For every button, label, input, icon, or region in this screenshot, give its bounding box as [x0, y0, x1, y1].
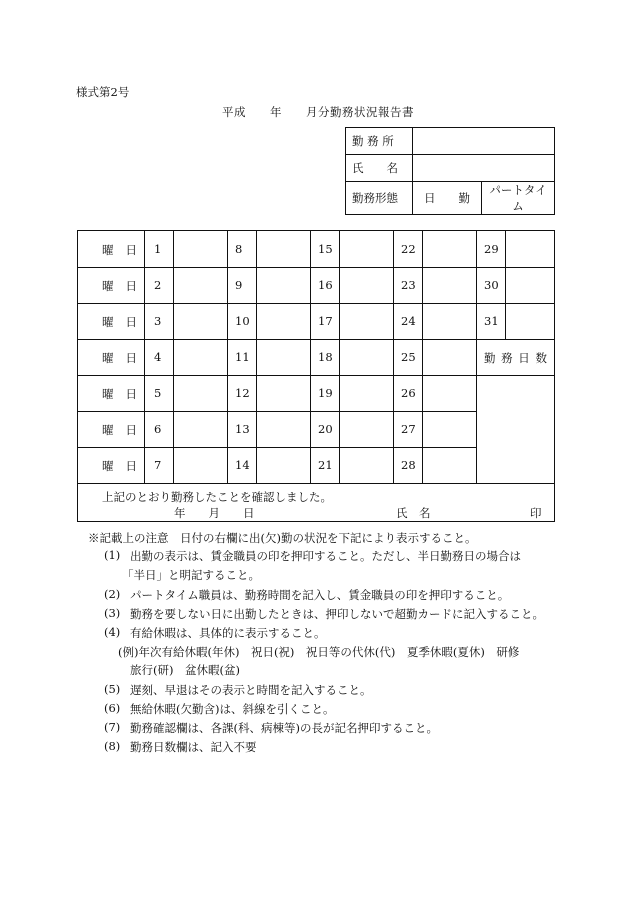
- info-table: [345, 127, 555, 215]
- note-text: 出勤の表示は、賃金職員の印を押印すること。ただし、半日勤務日の場合は: [130, 549, 521, 563]
- day-number: 11: [235, 350, 250, 364]
- day-number: 6: [154, 422, 162, 436]
- note-text: 勤務日数欄は、記入不要: [130, 740, 257, 754]
- grid-line: [393, 231, 394, 483]
- day-number: 15: [318, 242, 333, 256]
- office-label: 勤 務 所: [346, 128, 413, 155]
- certifier-name-label: 氏 名: [396, 506, 431, 520]
- name-row: [346, 155, 555, 182]
- weekday-label: 曜日: [102, 243, 149, 257]
- note-text: 有給休暇は、具体的に表示すること。: [130, 626, 326, 640]
- day-number: 16: [318, 278, 333, 292]
- day-number: 21: [318, 458, 333, 472]
- work-days-label: 勤 務 日 数: [484, 351, 548, 365]
- day-number: 27: [401, 422, 416, 436]
- work-type-row: [346, 182, 555, 215]
- day-number: 28: [401, 458, 416, 472]
- work-type-part-time[interactable]: パートタイム: [482, 182, 555, 215]
- form-number: 様式第2号: [76, 85, 130, 99]
- day-number: 5: [154, 386, 162, 400]
- grid-line: [78, 447, 476, 448]
- day-number: 2: [154, 278, 162, 292]
- name-field[interactable]: [413, 155, 555, 182]
- day-number: 23: [401, 278, 416, 292]
- day-number: 24: [401, 314, 416, 328]
- day-number: 30: [484, 278, 499, 292]
- note-text: パートタイム職員は、勤務時間を記入し、賃金職員の印を押印すること。: [130, 588, 510, 602]
- note-number: (8): [104, 739, 121, 753]
- office-field[interactable]: [413, 128, 555, 155]
- grid-line: [256, 231, 257, 483]
- grid-line: [78, 267, 554, 268]
- attendance-calendar: [77, 230, 555, 522]
- weekday-label: 曜日: [102, 315, 149, 329]
- day-number: 22: [401, 242, 416, 256]
- day-number: 8: [235, 242, 243, 256]
- day-number: 18: [318, 350, 333, 364]
- note-text: 「半日」と明記すること。: [122, 568, 260, 582]
- weekday-label: 曜日: [102, 387, 149, 401]
- document-title: 平成 年 月分勤務状況報告書: [222, 105, 414, 119]
- note-number: (2): [104, 587, 121, 601]
- seal-label: 印: [530, 506, 542, 520]
- note-text: 勤務確認欄は、各課(科、病棟等)の長が記名押印すること。: [130, 721, 438, 735]
- day-number: 14: [235, 458, 250, 472]
- day-number: 1: [154, 242, 162, 256]
- weekday-label: 曜日: [102, 423, 149, 437]
- weekday-label: 曜日: [102, 351, 149, 365]
- day-number: 9: [235, 278, 243, 292]
- note-number: (4): [104, 625, 121, 639]
- note-text: 勤務を要しない日に出勤したときは、押印しないで超勤カードに記入すること。: [130, 607, 544, 621]
- note-example: 旅行(研) 盆休暇(盆): [130, 663, 240, 677]
- grid-line: [78, 339, 554, 340]
- note-example: (例)年次有給休暇(年休) 祝日(祝) 祝日等の代休(代) 夏季休暇(夏休) 研修: [118, 645, 520, 659]
- grid-line: [339, 231, 340, 483]
- name-label: 氏 名: [346, 155, 413, 182]
- grid-line: [78, 411, 476, 412]
- note-number: (7): [104, 720, 121, 734]
- notes-heading: ※記載上の注意 日付の右欄に出(欠)勤の状況を下記により表示すること。: [88, 531, 477, 545]
- certification-date: 年 月 日: [174, 506, 255, 520]
- grid-line: [78, 303, 554, 304]
- day-number: 3: [154, 314, 162, 328]
- note-number: (3): [104, 606, 121, 620]
- day-number: 20: [318, 422, 333, 436]
- grid-line: [422, 231, 423, 483]
- grid-line: [227, 231, 228, 483]
- note-number: (1): [104, 548, 121, 562]
- note-number: (6): [104, 701, 121, 715]
- grid-line: [173, 231, 174, 483]
- certification-text: 上記のとおり勤務したことを確認しました。: [102, 490, 332, 504]
- day-number: 10: [235, 314, 250, 328]
- grid-line: [505, 231, 506, 339]
- day-number: 13: [235, 422, 250, 436]
- weekday-label: 曜日: [102, 459, 149, 473]
- day-number: 26: [401, 386, 416, 400]
- work-days-field[interactable]: [477, 376, 554, 483]
- grid-line: [310, 231, 311, 483]
- note-text: 無給休暇(欠勤含)は、斜線を引くこと。: [130, 702, 335, 716]
- day-number: 12: [235, 386, 250, 400]
- day-number: 29: [484, 242, 499, 256]
- weekday-label: 曜日: [102, 279, 149, 293]
- work-type-label: 勤務形態: [346, 182, 413, 215]
- day-number: 31: [484, 314, 499, 328]
- day-number: 19: [318, 386, 333, 400]
- day-number: 7: [154, 458, 162, 472]
- work-type-day-shift[interactable]: 日 勤: [413, 182, 482, 215]
- note-text: 遅刻、早退はその表示と時間を記入すること。: [130, 683, 372, 697]
- office-row: [346, 128, 555, 155]
- day-number: 4: [154, 350, 162, 364]
- grid-line: [78, 483, 554, 484]
- day-number: 17: [318, 314, 333, 328]
- day-number: 25: [401, 350, 416, 364]
- note-number: (5): [104, 682, 121, 696]
